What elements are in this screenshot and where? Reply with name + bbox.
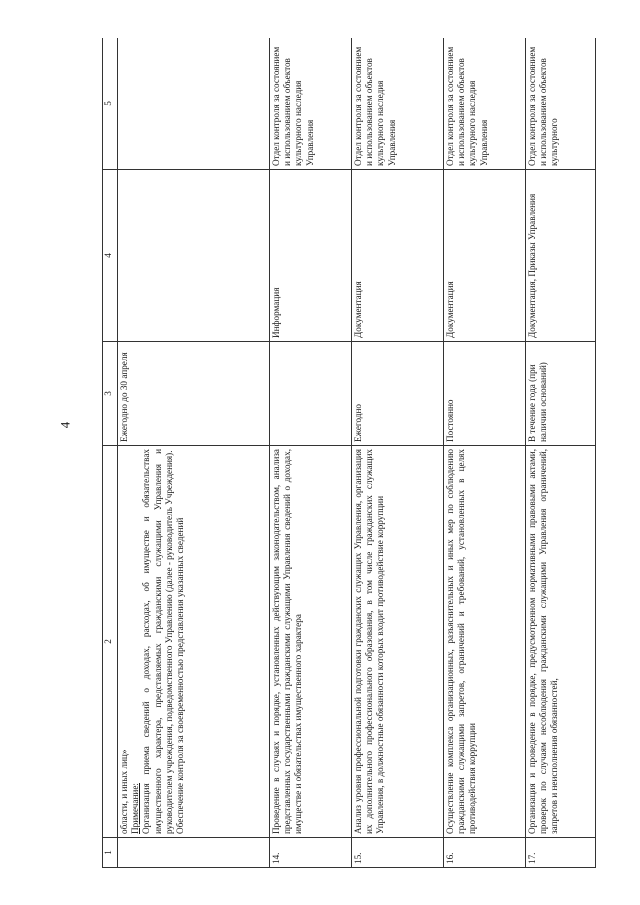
row-description (118, 446, 270, 838)
row-responsible: Отдел контроля за состоянием и использованием объектов культурного наследия Управления (444, 38, 526, 170)
column-header: 2 (103, 446, 118, 838)
description-line: области, и иных лиц» (119, 749, 129, 834)
description-line: Организация приема сведений о доходах, расходах, об имуществе и обязательствах имущественного характера, представляемых гражданскими служащими Управления и руководителем учреждения, подведомственного Управлению (далее - руководитель Учреждения). (141, 449, 174, 834)
measures-table (102, 38, 596, 868)
row-responsible: Отдел контроля за состоянием и использованием объектов культурного наследия Управления (270, 38, 352, 170)
row-result: Документация, Приказы Управления (526, 170, 596, 342)
row-responsible: Отдел контроля за состоянием и использованием объектов культурного (526, 38, 596, 170)
table-row (270, 38, 352, 868)
row-term (270, 342, 352, 446)
row-term: Ежегодно до 30 апреля (118, 342, 270, 446)
row-result: Документация (444, 170, 526, 342)
row-result (118, 170, 270, 342)
table-row (118, 38, 270, 868)
column-header: 4 (103, 170, 118, 342)
row-number: 15. (352, 838, 444, 868)
row-number: 16. (444, 838, 526, 868)
row-term: Постоянно (444, 342, 526, 446)
description-line: Обеспечение контроля за своевременностью представления указанных сведений (175, 517, 186, 834)
column-header: 5 (103, 38, 118, 170)
row-description: Осуществление комплекса организационных, разъяснительных и иных мер по соблюдению гражданскими служащими запретов, ограничений и требований, установленных в целях противодействия коррупции (444, 446, 526, 838)
rotated-page (102, 38, 607, 868)
row-result: Документация (352, 170, 444, 342)
table-row (444, 38, 526, 868)
row-description: Организация и проведение в порядке, предусмотренном нормативными правовыми актами, проверок по случаям несоблюдения гражданскими служащими Управления ограничений, запретов и неисполнения обязанностей, (526, 446, 596, 838)
row-responsible (118, 38, 270, 170)
row-number (118, 838, 270, 868)
row-result: Информация (270, 170, 352, 342)
column-header: 1 (103, 838, 118, 868)
table-row (352, 38, 444, 868)
column-header: 3 (103, 342, 118, 446)
row-term: В течение года (при наличии оснований) (526, 342, 596, 446)
row-number: 14. (270, 838, 352, 868)
table-row (526, 38, 596, 868)
row-number: 17. (526, 838, 596, 868)
row-term: Ежегодно (352, 342, 444, 446)
page-number: 4 (57, 421, 73, 429)
header-row (103, 38, 118, 868)
row-description: Анализ уровня профессиональной подготовки гражданских служащих Управления, организация их дополнительного профессионального образования, в том числе гражданских служащих Управления, в должностные обязанности которых входит противодействие коррупции (352, 446, 444, 838)
note-heading: Примечание: (130, 783, 141, 834)
row-responsible: Отдел контроля за состоянием и использованием объектов культурного наследия Управления (352, 38, 444, 170)
row-description: Проведение в случаях и порядке, установленных действующим законодательством, анализа представленных государственными гражданскими служащими Управления сведений о доходах, имуществе и обязательствах имущественного характера (270, 446, 352, 838)
table-container (102, 38, 607, 868)
